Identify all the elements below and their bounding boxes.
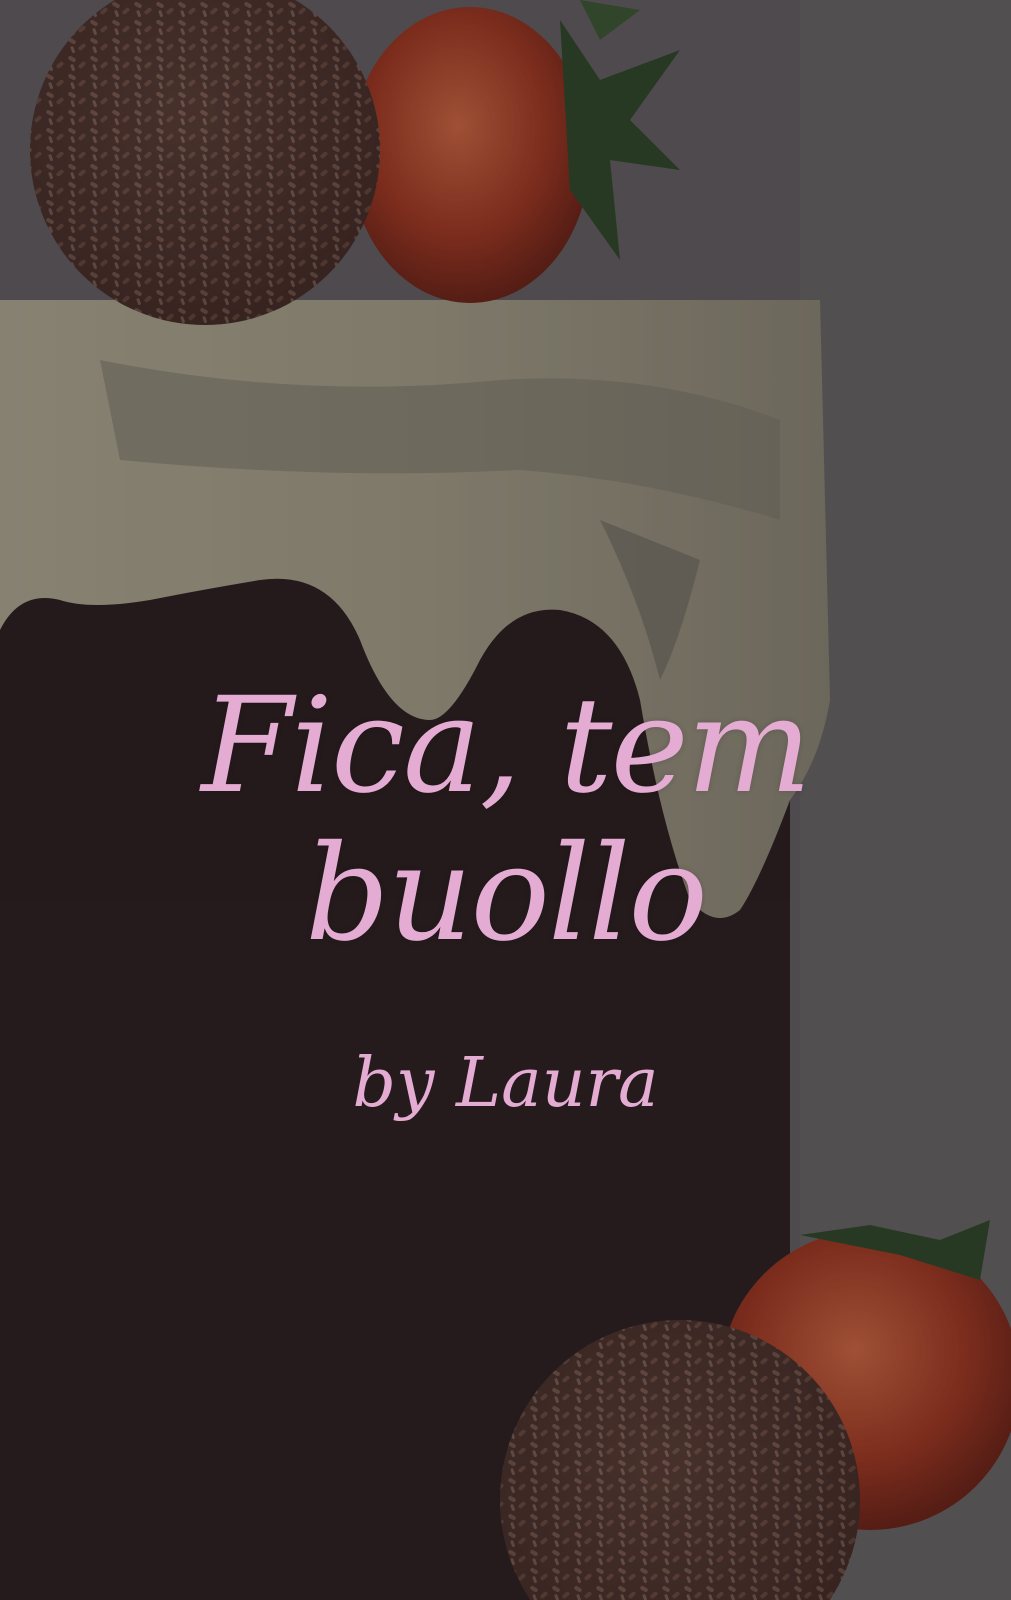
book-title-line-2: buollo — [305, 817, 706, 971]
author-credit: by Laura — [352, 1044, 659, 1123]
book-title-line-1: Fica, tem — [201, 669, 810, 823]
